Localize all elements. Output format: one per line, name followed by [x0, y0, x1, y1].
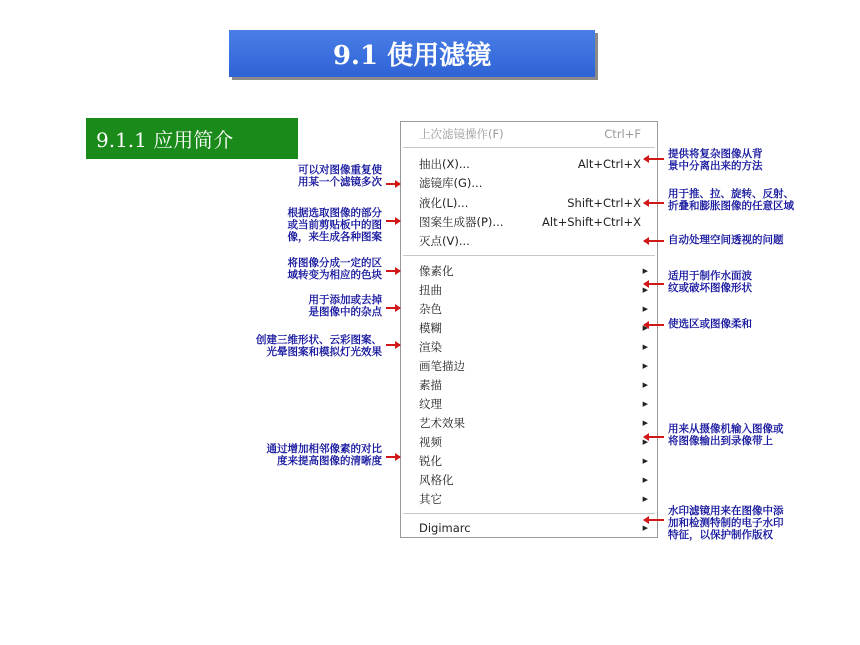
menu-shortcut: Alt+Ctrl+X	[577, 157, 641, 171]
menu-separator	[403, 513, 655, 514]
menu-label: 素描	[419, 378, 442, 392]
menu-label: 灭点(V)...	[419, 234, 470, 248]
menu-item-other[interactable]	[401, 490, 657, 508]
annotation-filter-gallery: 可以对图像重复使 用某一个滤镜多次	[298, 164, 382, 188]
annotation-pattern-maker: 根据选取图像的部分 或当前剪贴板中的图 像，来生成各种图案	[287, 207, 382, 243]
menu-label: 其它	[419, 492, 442, 506]
menu-separator	[403, 255, 655, 256]
menu-item-extract[interactable]	[401, 155, 657, 173]
annotation-noise: 用于添加或去掉 是图像中的杂点	[308, 294, 382, 318]
submenu-arrow-icon: ▶	[642, 457, 648, 465]
annotation-blur: 使选区或图像柔和	[668, 318, 752, 330]
arrow-left	[386, 220, 400, 222]
menu-label: 抽出(X)...	[419, 157, 470, 171]
annotation-extract: 提供将复杂图像从背 景中分离出来的方法	[668, 148, 763, 172]
menu-item-noise[interactable]	[401, 300, 657, 318]
menu-item-sharpen[interactable]	[401, 452, 657, 470]
menu-label: 艺术效果	[419, 416, 465, 430]
submenu-arrow-icon: ▶	[642, 381, 648, 389]
menu-item-stylize[interactable]	[401, 471, 657, 489]
annotation-distort: 适用于制作水面波 纹或破坏图像形状	[668, 270, 752, 294]
menu-item-pattern[interactable]	[401, 213, 657, 231]
arrow-right	[644, 283, 664, 285]
annotation-liquify: 用于推、拉、旋转、反射、 折叠和膨胀图像的任意区域	[668, 188, 794, 212]
menu-label: 纹理	[419, 397, 442, 411]
annotation-pixelate: 将图像分成一定的区 域转变为相应的色块	[287, 257, 382, 281]
section-heading: 9.1.1 应用简介	[86, 118, 298, 159]
menu-item-digimarc[interactable]	[401, 519, 657, 537]
arrow-left	[386, 344, 400, 346]
menu-label: 扭曲	[419, 283, 442, 297]
arrow-right	[644, 324, 664, 326]
annotation-vanishing-point: 自动处理空间透视的问题	[668, 234, 784, 246]
submenu-arrow-icon: ▶	[642, 419, 648, 427]
annotation-video: 用来从摄像机输入图像或 将图像输出到录像带上	[668, 423, 784, 447]
arrow-left	[386, 456, 400, 458]
menu-item-sketch[interactable]	[401, 376, 657, 394]
arrow-right	[644, 240, 664, 242]
menu-shortcut: Ctrl+F	[604, 127, 641, 141]
annotation-digimarc: 水印滤镜用来在图像中添 加和检测特制的电子水印 特征，以保护制作版权	[668, 505, 784, 541]
menu-label: 滤镜库(G)...	[419, 176, 483, 190]
menu-shortcut: Alt+Shift+Ctrl+X	[542, 215, 641, 229]
menu-item-render[interactable]	[401, 338, 657, 356]
menu-shortcut: Shift+Ctrl+X	[567, 196, 641, 210]
annotation-sharpen: 通过增加相邻像素的对比 度来提高图像的清晰度	[266, 443, 382, 467]
menu-item-blur[interactable]	[401, 319, 657, 337]
arrow-left	[386, 307, 400, 309]
submenu-arrow-icon: ▶	[642, 495, 648, 503]
menu-label: 上次滤镜操作(F)	[419, 127, 504, 141]
arrow-left	[386, 270, 400, 272]
menu-label: 锐化	[419, 454, 442, 468]
arrow-right	[644, 158, 664, 160]
menu-label: 模糊	[419, 321, 442, 335]
submenu-arrow-icon: ▶	[642, 438, 648, 446]
arrow-right	[644, 436, 664, 438]
menu-item-artistic[interactable]	[401, 414, 657, 432]
submenu-arrow-icon: ▶	[642, 343, 648, 351]
filter-menu	[400, 121, 658, 538]
menu-item-last-filter[interactable]	[401, 125, 657, 143]
menu-label: 渲染	[419, 340, 442, 354]
arrow-right	[644, 519, 664, 521]
menu-label: 图案生成器(P)...	[419, 215, 504, 229]
menu-item-brush-strokes[interactable]	[401, 357, 657, 375]
submenu-arrow-icon: ▶	[642, 400, 648, 408]
submenu-arrow-icon: ▶	[642, 286, 648, 294]
menu-label: 像素化	[419, 264, 454, 278]
menu-item-gallery[interactable]	[401, 174, 657, 192]
menu-separator	[403, 147, 655, 148]
submenu-arrow-icon: ▶	[642, 524, 648, 532]
submenu-arrow-icon: ▶	[642, 362, 648, 370]
menu-label: 杂色	[419, 302, 442, 316]
submenu-arrow-icon: ▶	[642, 305, 648, 313]
menu-item-video[interactable]	[401, 433, 657, 451]
annotation-render: 创建三维形状、云彩图案、 光晕图案和模拟灯光效果	[256, 334, 382, 358]
menu-label: 风格化	[419, 473, 454, 487]
submenu-arrow-icon: ▶	[642, 267, 648, 275]
menu-label: 视频	[419, 435, 442, 449]
page-title: 9.1 使用滤镜	[229, 30, 595, 77]
arrow-left	[386, 183, 400, 185]
menu-label: 画笔描边	[419, 359, 465, 373]
arrow-right	[644, 202, 664, 204]
menu-item-distort[interactable]	[401, 281, 657, 299]
menu-label: Digimarc	[419, 521, 471, 535]
menu-item-pixelate[interactable]	[401, 262, 657, 280]
menu-label: 液化(L)...	[419, 196, 469, 210]
menu-item-liquify[interactable]	[401, 194, 657, 212]
submenu-arrow-icon: ▶	[642, 476, 648, 484]
menu-item-texture[interactable]	[401, 395, 657, 413]
menu-item-vanish[interactable]	[401, 232, 657, 250]
